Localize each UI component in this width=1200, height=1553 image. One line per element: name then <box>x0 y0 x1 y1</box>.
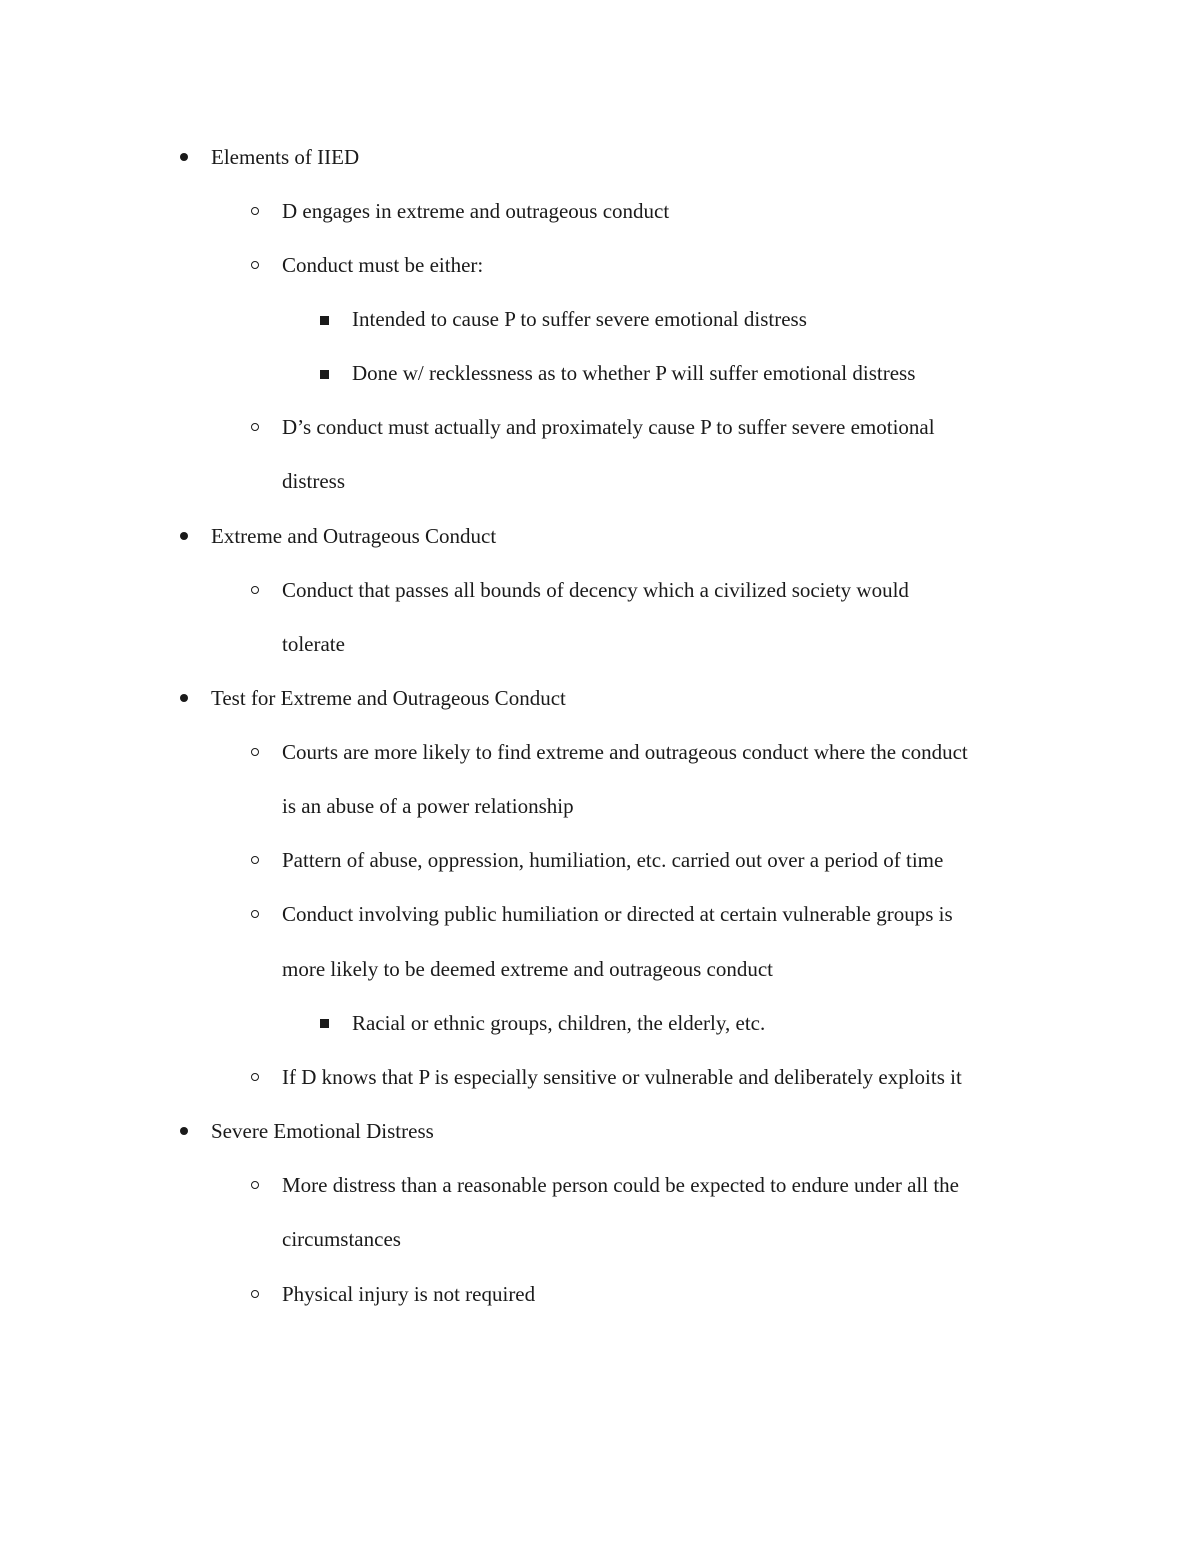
bullet-circle <box>251 586 259 594</box>
bullet-circle <box>251 856 259 864</box>
bullet-disc <box>180 153 188 161</box>
bullet-square <box>320 1019 329 1028</box>
list-item: Racial or ethnic groups, children, the elderly, etc. <box>352 1011 766 1035</box>
bullet-disc <box>180 1127 188 1135</box>
list-item: More distress than a reasonable person could be expected to endure under all the <box>282 1173 960 1197</box>
list-item: Physical injury is not required <box>282 1282 536 1306</box>
list-item-continuation: is an abuse of a power relationship <box>282 794 574 818</box>
bullet-circle <box>251 261 259 269</box>
list-item: If D knows that P is especially sensitive or vulnerable and deliberately exploits it <box>282 1065 962 1089</box>
bullet-circle <box>251 423 259 431</box>
list-item: Severe Emotional Distress <box>211 1119 434 1143</box>
list-item: Test for Extreme and Outrageous Conduct <box>211 686 566 710</box>
bullet-disc <box>180 694 188 702</box>
bullet-circle <box>251 1181 259 1189</box>
list-item: Conduct involving public humiliation or directed at certain vulnerable groups is <box>282 902 953 926</box>
bullet-circle <box>251 748 259 756</box>
list-item: Extreme and Outrageous Conduct <box>211 524 497 548</box>
bullet-circle <box>251 910 259 918</box>
list-item-continuation: more likely to be deemed extreme and outrageous conduct <box>282 957 773 981</box>
bullet-square <box>320 316 329 325</box>
list-item: Courts are more likely to find extreme and outrageous conduct where the conduct <box>282 740 968 764</box>
bullet-square <box>320 370 329 379</box>
list-item: Elements of IIED <box>211 145 360 169</box>
bullet-circle <box>251 1073 259 1081</box>
list-item: Done w/ recklessness as to whether P will suffer emotional distress <box>352 361 916 385</box>
list-item: Conduct that passes all bounds of decency which a civilized society would <box>282 578 909 602</box>
list-item-continuation: circumstances <box>282 1227 401 1251</box>
list-item: Conduct must be either: <box>282 253 484 277</box>
bullet-circle <box>251 207 259 215</box>
list-item: D engages in extreme and outrageous conduct <box>282 199 670 223</box>
bullet-disc <box>180 532 188 540</box>
list-item-continuation: distress <box>282 469 345 493</box>
list-item: Intended to cause P to suffer severe emotional distress <box>352 307 807 331</box>
list-item: D’s conduct must actually and proximately cause P to suffer severe emotional <box>282 415 935 439</box>
list-item-continuation: tolerate <box>282 632 345 656</box>
bullet-circle <box>251 1290 259 1298</box>
list-item: Pattern of abuse, oppression, humiliation, etc. carried out over a period of time <box>282 848 944 872</box>
